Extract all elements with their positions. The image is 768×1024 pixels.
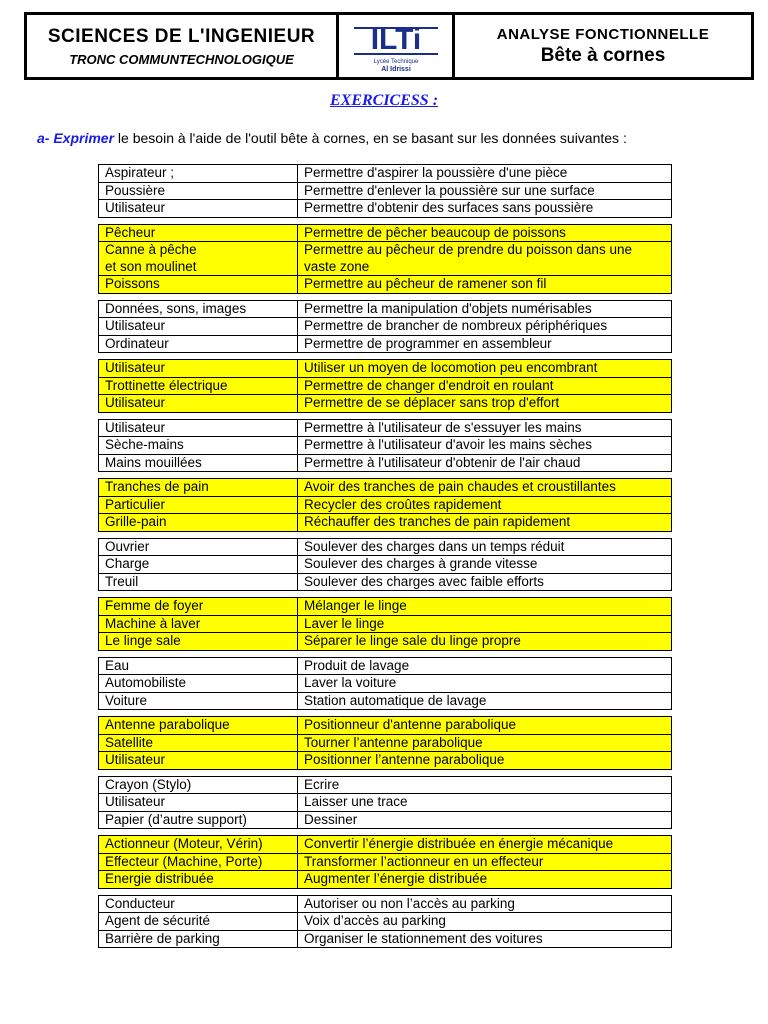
- function-cell: Permettre à l'utilisateur d'obtenir de l'air chaud: [304, 454, 581, 470]
- function-cell: Permettre la manipulation d'objets numérisables: [298, 301, 671, 319]
- data-group: [98, 224, 672, 294]
- function-cell: Soulever des charges avec faible efforts: [304, 573, 544, 589]
- function-cell: Permettre d'aspirer la poussière d'une pièce: [298, 165, 671, 183]
- element-cell: Automobiliste: [99, 675, 297, 693]
- function-cell: Permettre à l'utilisateur d'avoir les mains sèches: [298, 437, 671, 455]
- group-left-column: [99, 539, 298, 591]
- element-cell: Le linge sale: [105, 633, 181, 648]
- function-cell: Dessiner: [304, 811, 358, 827]
- element-cell: Utilisateur: [105, 395, 166, 410]
- element-cell: Utilisateur: [105, 200, 166, 215]
- school-logo-icon: [348, 19, 444, 73]
- element-cell: Ouvrier: [99, 539, 297, 557]
- data-group: [98, 895, 672, 949]
- element-cell: Pêcheur: [99, 225, 297, 243]
- element-cell: Utilisateur: [99, 318, 297, 336]
- logo-line1: Lycée Technique: [373, 59, 418, 65]
- header-right-title: ANALYSE FONCTIONNELLE: [496, 25, 710, 43]
- element-cell: Utilisateur: [99, 420, 297, 438]
- group-right-column: [298, 658, 671, 710]
- group-right-column: [298, 301, 671, 353]
- element-cell: Particulier: [99, 497, 297, 515]
- function-cell: Permettre au pêcheur de ramener son fil: [304, 276, 547, 291]
- element-cell: Crayon (Stylo): [99, 777, 297, 795]
- element-cell: Grille-pain: [105, 514, 167, 529]
- function-cell: Permettre de pêcher beaucoup de poissons: [298, 225, 671, 243]
- function-cell: Positionneur d'antenne parabolique: [298, 717, 671, 735]
- function-cell: Utiliser un moyen de locomotion peu encombrant: [298, 360, 671, 378]
- data-group: [98, 478, 672, 532]
- data-group: [98, 657, 672, 711]
- header-left-block: [27, 15, 339, 77]
- data-group: [98, 776, 672, 830]
- group-left-column: [99, 225, 298, 293]
- function-cell: Réchauffer des tranches de pain rapidement: [304, 514, 571, 529]
- header-right-subtitle: Bête à cornes: [540, 44, 666, 66]
- group-right-column: [298, 777, 671, 829]
- element-cell: Antenne parabolique: [99, 717, 297, 735]
- element-cell: Utilisateur: [105, 752, 166, 767]
- exercise-title: EXERCICESS :: [329, 92, 439, 109]
- function-cell: Voix d’accès au parking: [298, 913, 671, 931]
- function-cell: Augmenter l’énergie distribuée: [304, 871, 488, 886]
- group-left-column: [99, 165, 298, 217]
- element-cell: Satellite: [99, 735, 297, 753]
- group-right-column: [298, 225, 671, 293]
- function-cell: Laver le linge: [298, 616, 671, 634]
- element-cell: Trottinette électrique: [99, 378, 297, 396]
- element-cell: Treuil: [105, 573, 139, 589]
- data-group: [98, 359, 672, 413]
- function-cell: Permettre d'enlever la poussière sur une surface: [298, 183, 671, 201]
- element-cell: Conducteur: [99, 896, 297, 914]
- function-cell: Permettre de brancher de nombreux périphériques: [298, 318, 671, 336]
- group-right-column: [298, 420, 671, 472]
- group-left-column: [99, 896, 298, 948]
- group-left-column: [99, 360, 298, 412]
- element-cell: Données, sons, images: [99, 301, 297, 319]
- function-cell: Transformer l’actionneur en un effecteur: [298, 854, 671, 872]
- group-right-column: [298, 165, 671, 217]
- element-cell: Agent de sécurité: [99, 913, 297, 931]
- element-cell: Utilisateur: [99, 794, 297, 812]
- group-left-column: [99, 658, 298, 710]
- function-cell: Permettre d'obtenir des surfaces sans poussière: [304, 200, 594, 215]
- header-title: SCIENCES DE L'INGENIEUR: [47, 25, 316, 47]
- element-cell: Utilisateur: [99, 360, 297, 378]
- function-cell: Convertir l’énergie distribuée en énergie mécanique: [298, 836, 671, 854]
- function-cell: Laisser une trace: [298, 794, 671, 812]
- data-group: [98, 835, 672, 889]
- function-cell: Tourner l’antenne parabolique: [298, 735, 671, 753]
- group-left-column: [99, 836, 298, 888]
- group-left-column: [99, 301, 298, 353]
- data-group: [98, 164, 672, 218]
- school-logo: [339, 15, 455, 77]
- instruction-body: le besoin à l'aide de l'outil bête à cornes, en se basant sur les données suivantes :: [114, 130, 627, 146]
- element-cell: Barrière de parking: [105, 930, 220, 946]
- element-cell: Energie distribuée: [105, 871, 214, 886]
- element-cell: Poissons: [105, 276, 160, 291]
- logo-letters: ILTi: [370, 23, 421, 56]
- element-cell: Tranches de pain: [99, 479, 297, 497]
- header-subtitle: TRONC COMMUNTECHNOLOGIQUE: [69, 51, 294, 67]
- element-cell: Voiture: [105, 692, 148, 708]
- function-cell: Ecrire: [298, 777, 671, 795]
- data-group: [98, 597, 672, 651]
- function-cell: Permettre de changer d'endroit en roulant: [298, 378, 671, 396]
- element-cell: Effecteur (Machine, Porte): [99, 854, 297, 872]
- data-groups-list: [98, 164, 672, 954]
- function-cell: Permettre de se déplacer sans trop d'effort: [304, 395, 560, 410]
- function-cell: Positionner l’antenne parabolique: [304, 752, 505, 767]
- logo-line2: Al Idrissi: [380, 66, 411, 73]
- header-right-block: [455, 15, 751, 77]
- element-cell: Eau: [99, 658, 297, 676]
- group-left-column: [99, 777, 298, 829]
- function-cell: Mélanger le linge: [298, 598, 671, 616]
- element-cell: Mains mouillées: [105, 454, 202, 470]
- function-cell: Permettre à l'utilisateur de s'essuyer les mains: [298, 420, 671, 438]
- function-cell: Permettre au pêcheur de prendre du poisson dans une vaste zone: [298, 242, 671, 276]
- element-cell: Ordinateur: [105, 335, 169, 351]
- function-cell: Permettre de programmer en assembleur: [304, 335, 552, 351]
- function-cell: Soulever des charges à grande vitesse: [298, 556, 671, 574]
- function-cell: Station automatique de lavage: [304, 692, 487, 708]
- document-header: [24, 12, 754, 80]
- element-cell: Actionneur (Moteur, Vérin): [99, 836, 297, 854]
- element-cell: Machine à laver: [99, 616, 297, 634]
- instruction-text: [37, 130, 627, 146]
- function-cell: Produit de lavage: [298, 658, 671, 676]
- function-cell: Soulever des charges dans un temps réduit: [298, 539, 671, 557]
- function-cell: Recycler des croûtes rapidement: [298, 497, 671, 515]
- group-right-column: [298, 598, 671, 650]
- group-right-column: [298, 479, 671, 531]
- function-cell: Laver la voiture: [298, 675, 671, 693]
- data-group: [98, 538, 672, 592]
- function-cell: Séparer le linge sale du linge propre: [304, 633, 521, 648]
- data-group: [98, 716, 672, 770]
- group-right-column: [298, 717, 671, 769]
- group-right-column: [298, 360, 671, 412]
- element-cell: Papier (d’autre support): [105, 811, 247, 827]
- group-left-column: [99, 717, 298, 769]
- function-cell: Autoriser ou non l’accès au parking: [298, 896, 671, 914]
- element-cell: Femme de foyer: [99, 598, 297, 616]
- group-left-column: [99, 420, 298, 472]
- group-left-column: [99, 479, 298, 531]
- data-group: [98, 300, 672, 354]
- element-cell: Sèche-mains: [99, 437, 297, 455]
- group-left-column: [99, 598, 298, 650]
- function-cell: Avoir des tranches de pain chaudes et croustillantes: [298, 479, 671, 497]
- instruction-highlight: a- Exprimer: [37, 130, 115, 146]
- element-cell: Poussière: [99, 183, 297, 201]
- element-cell: Charge: [99, 556, 297, 574]
- function-cell: Organiser le stationnement des voitures: [304, 930, 543, 946]
- group-right-column: [298, 896, 671, 948]
- element-cell: Aspirateur ;: [99, 165, 297, 183]
- element-cell: Canne à pêche et son moulinet: [99, 242, 297, 276]
- group-right-column: [298, 836, 671, 888]
- group-right-column: [298, 539, 671, 591]
- data-group: [98, 419, 672, 473]
